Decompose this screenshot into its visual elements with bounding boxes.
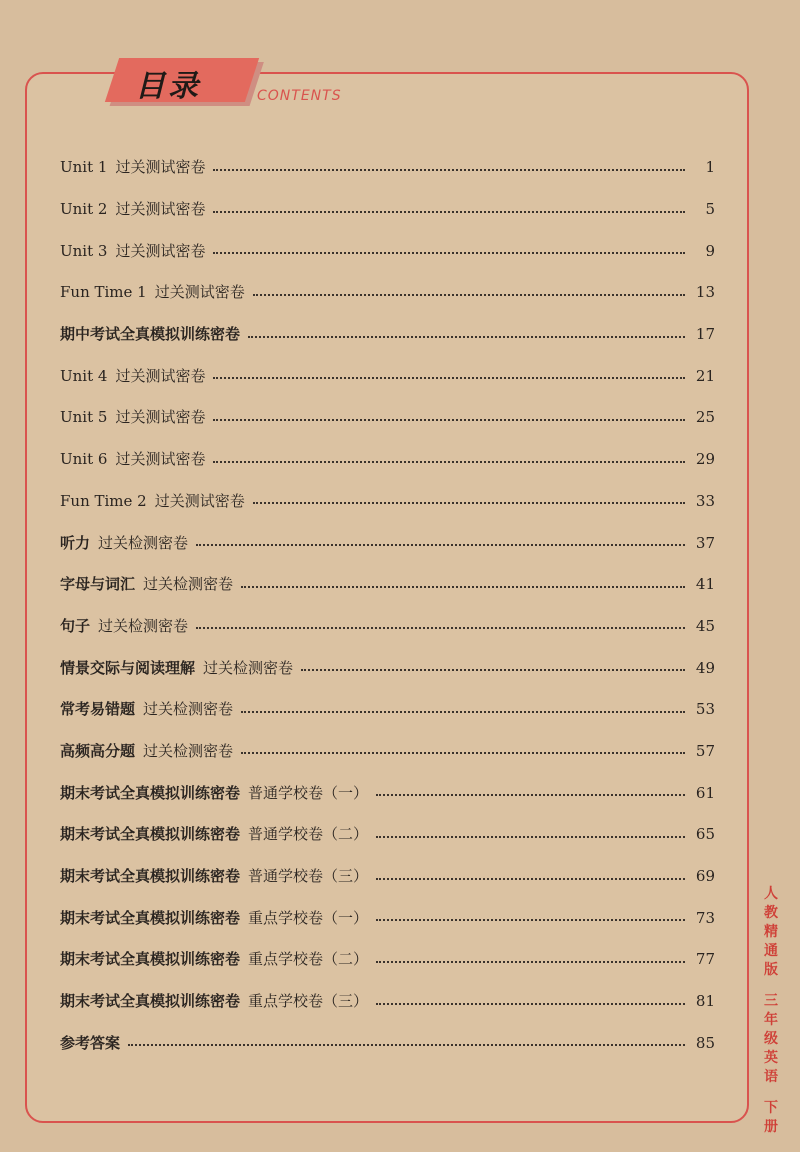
toc-entry-title: Unit 6: [60, 450, 108, 469]
dot-leader: [376, 836, 685, 838]
toc-entry[interactable]: [60, 939, 715, 981]
dot-leader: [213, 377, 685, 379]
toc-entry-title: 期中考试全真模拟训练密卷: [60, 325, 241, 344]
toc-entry-title: 期末考试全真模拟训练密卷: [60, 992, 241, 1011]
toc-entry-page-number: 41: [695, 575, 715, 594]
toc-entry-subtitle: 过关测试密卷: [115, 241, 206, 260]
toc-entry-page-number: 17: [695, 325, 715, 344]
toc-entry-title: Fun Time 2: [60, 491, 147, 510]
toc-entry-subtitle: 普通学校卷（一）: [248, 783, 369, 802]
toc-entry-page-number: 25: [695, 408, 715, 427]
toc-entry-title: Unit 2: [60, 200, 108, 219]
dot-leader: [241, 711, 685, 713]
toc-entry[interactable]: [60, 272, 715, 314]
toc-entry-page-number: 85: [695, 1033, 715, 1052]
dot-leader: [196, 544, 685, 546]
dot-leader: [213, 419, 685, 421]
toc-entry[interactable]: [60, 731, 715, 773]
toc-entry-page-number: 9: [705, 241, 715, 260]
toc-entry-page-number: 49: [695, 658, 715, 677]
dot-leader: [253, 502, 685, 504]
toc-entry-title: Unit 4: [60, 366, 108, 385]
toc-entry-page-number: 21: [695, 366, 715, 385]
side-label-edition: 人 教 精 通 版: [764, 886, 778, 978]
toc-entry-title: 情景交际与阅读理解: [60, 658, 196, 677]
toc-entry-title: Unit 3: [60, 241, 108, 260]
toc-entry-title: 听力: [60, 533, 91, 552]
page-subtitle: CONTENTS: [257, 88, 342, 104]
toc-entry-title: 句子: [60, 616, 91, 635]
toc-entry-page-number: 77: [695, 950, 715, 969]
side-label-grade: 三 年 级 英 语: [764, 993, 778, 1085]
toc-entry-title: 参考答案: [60, 1033, 121, 1052]
toc-entry-subtitle: 过关测试密卷: [115, 408, 206, 427]
side-label: [760, 885, 782, 1137]
dot-leader: [376, 1003, 685, 1005]
toc-entry-page-number: 33: [695, 491, 715, 510]
toc-entry-subtitle: 过关测试密卷: [115, 158, 206, 177]
toc-entry[interactable]: [60, 814, 715, 856]
dot-leader: [213, 461, 685, 463]
dot-leader: [376, 878, 685, 880]
toc-entry-page-number: 13: [695, 283, 715, 302]
toc-entry-subtitle: 重点学校卷（二）: [248, 950, 369, 969]
dot-leader: [376, 961, 685, 963]
toc-entry[interactable]: [60, 189, 715, 231]
toc-entry-page-number: 53: [695, 700, 715, 719]
toc-entry-title: 期末考试全真模拟训练密卷: [60, 867, 241, 886]
toc-entry-page-number: 1: [705, 158, 715, 177]
dot-leader: [241, 586, 685, 588]
toc-entry[interactable]: [60, 564, 715, 606]
toc-entry[interactable]: [60, 355, 715, 397]
toc-entry-title: Fun Time 1: [60, 283, 147, 302]
toc-entry-subtitle: 过关检测密卷: [98, 533, 189, 552]
toc-entry[interactable]: [60, 314, 715, 356]
toc-entry[interactable]: [60, 397, 715, 439]
toc-entry[interactable]: [60, 772, 715, 814]
toc-entry-subtitle: 过关检测密卷: [203, 658, 294, 677]
toc-entry[interactable]: [60, 147, 715, 189]
toc-entry-subtitle: 过关测试密卷: [154, 491, 245, 510]
toc-entry-subtitle: 过关检测密卷: [98, 616, 189, 635]
dot-leader: [248, 336, 685, 338]
toc-entry-title: 期末考试全真模拟训练密卷: [60, 825, 241, 844]
toc-entry-title: 期末考试全真模拟训练密卷: [60, 950, 241, 969]
toc-entry[interactable]: [60, 230, 715, 272]
toc-entry-title: Unit 1: [60, 158, 108, 177]
dot-leader: [213, 169, 685, 171]
toc-entry-page-number: 61: [695, 783, 715, 802]
dot-leader: [213, 252, 685, 254]
toc-entry-subtitle: 过关检测密卷: [143, 741, 234, 760]
toc-entry-page-number: 45: [695, 616, 715, 635]
dot-leader: [213, 211, 685, 213]
toc-entry[interactable]: [60, 481, 715, 523]
toc-entry[interactable]: [60, 647, 715, 689]
toc-entry-title: 期末考试全真模拟训练密卷: [60, 783, 241, 802]
toc-entry-page-number: 65: [695, 825, 715, 844]
side-label-volume: 下 册: [764, 1100, 778, 1135]
toc-entry-page-number: 57: [695, 741, 715, 760]
toc-entry[interactable]: [60, 522, 715, 564]
toc-entry[interactable]: [60, 606, 715, 648]
toc-entry-title: 期末考试全真模拟训练密卷: [60, 908, 241, 927]
dot-leader: [196, 627, 685, 629]
toc-entry-page-number: 81: [695, 992, 715, 1011]
toc-entry[interactable]: [60, 897, 715, 939]
toc-entry[interactable]: [60, 1022, 715, 1064]
toc-entry-title: 高频高分题: [60, 741, 136, 760]
toc-entry[interactable]: [60, 439, 715, 481]
toc-entry[interactable]: [60, 689, 715, 731]
toc-entry-title: 字母与词汇: [60, 575, 136, 594]
toc-entry-title: Unit 5: [60, 408, 108, 427]
toc-entry-subtitle: 过关检测密卷: [143, 700, 234, 719]
toc-entry-subtitle: 过关测试密卷: [115, 450, 206, 469]
dot-leader: [241, 752, 685, 754]
dot-leader: [301, 669, 685, 671]
toc-entry-subtitle: 普通学校卷（三）: [248, 867, 369, 886]
toc-entry-title: 常考易错题: [60, 700, 136, 719]
toc-entry-page-number: 5: [705, 200, 715, 219]
toc-entry-page-number: 37: [695, 533, 715, 552]
dot-leader: [376, 919, 685, 921]
toc-entry-subtitle: 重点学校卷（一）: [248, 908, 369, 927]
toc-entry-page-number: 73: [695, 908, 715, 927]
toc-entry-subtitle: 过关测试密卷: [115, 366, 206, 385]
toc-entry-subtitle: 重点学校卷（三）: [248, 992, 369, 1011]
toc-entry[interactable]: [60, 981, 715, 1023]
dot-leader: [253, 294, 685, 296]
dot-leader: [376, 794, 685, 796]
toc-entry-subtitle: 过关测试密卷: [115, 200, 206, 219]
toc-entry-subtitle: 过关测试密卷: [154, 283, 245, 302]
dot-leader: [128, 1044, 685, 1046]
page-title: 目录: [135, 69, 201, 104]
toc-entry-subtitle: 普通学校卷（二）: [248, 825, 369, 844]
toc-entry-page-number: 29: [695, 450, 715, 469]
table-of-contents: [60, 147, 715, 1064]
toc-entry-subtitle: 过关检测密卷: [143, 575, 234, 594]
toc-entry-page-number: 69: [695, 867, 715, 886]
toc-entry[interactable]: [60, 856, 715, 898]
